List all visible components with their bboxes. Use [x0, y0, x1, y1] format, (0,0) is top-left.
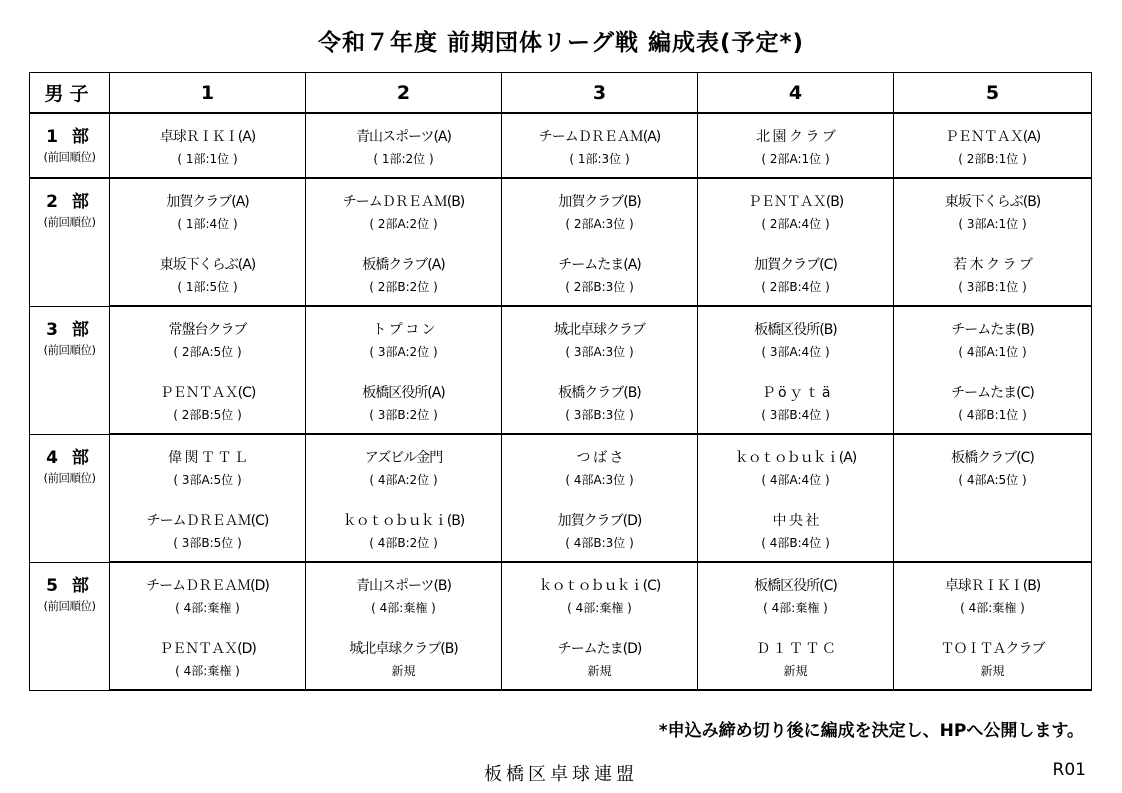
team-name: 青山スポーツ(B)	[356, 577, 451, 594]
team-cell	[894, 370, 1092, 434]
previous-rank: ( 2部A:4位 )	[761, 216, 830, 231]
team-cell	[894, 498, 1092, 562]
team-name: 偉 関 Ｔ Ｔ Ｌ	[168, 449, 247, 466]
team-name: ト プ コ ン	[372, 321, 435, 338]
league-body	[30, 113, 1092, 690]
team-cell	[110, 178, 306, 242]
team-cell	[110, 434, 306, 498]
team-name: 板橋クラブ(C)	[951, 449, 1034, 466]
header-col-3: 3	[502, 73, 698, 114]
division-row	[30, 113, 1092, 178]
division-label	[30, 113, 110, 178]
team-name: 若 木 ク ラ ブ	[953, 256, 1032, 273]
division-row	[30, 242, 1092, 306]
team-cell	[502, 242, 698, 306]
previous-rank: ( 2部B:2位 )	[369, 279, 438, 294]
team-cell	[698, 242, 894, 306]
division-subtitle: (前回順位)	[43, 470, 96, 485]
division-row	[30, 306, 1092, 370]
team-cell	[110, 498, 306, 562]
previous-rank: ( 4部A:3位 )	[565, 472, 634, 487]
team-cell	[698, 306, 894, 370]
team-name: 東坂下くらぶ(B)	[944, 193, 1041, 210]
previous-rank: ( 2部B:3位 )	[565, 279, 634, 294]
previous-rank: ( 3部B:4位 )	[761, 407, 830, 422]
page-title: 令和７年度 前期団体リーグ戦 編成表(予定*)	[317, 30, 805, 56]
previous-rank: ( 1部:5位 )	[177, 279, 238, 294]
division-row	[30, 434, 1092, 498]
previous-rank: ( 1部:2位 )	[373, 151, 434, 166]
previous-rank: ( 4部B:3位 )	[565, 535, 634, 550]
division-subtitle: (前回順位)	[43, 215, 96, 229]
division-name: 1 部	[46, 127, 93, 147]
team-name: チームたま(A)	[558, 256, 641, 273]
division-label	[30, 434, 110, 562]
team-cell	[894, 626, 1092, 690]
team-cell	[894, 306, 1092, 370]
team-name: チームＤＲＥＡＭ(A)	[538, 128, 661, 145]
division-name: 2 部	[46, 192, 93, 212]
team-cell	[110, 370, 306, 434]
previous-rank: ( 4部A:2位 )	[369, 472, 438, 487]
team-cell	[110, 306, 306, 370]
previous-rank: ( 4部B:4位 )	[761, 535, 830, 550]
header-col-4: 4	[698, 73, 894, 114]
previous-rank: ( 4部:棄権 )	[763, 600, 828, 615]
previous-rank: ( 1部:1位 )	[177, 151, 238, 166]
organization-name: 板橋区卓球連盟	[484, 764, 638, 785]
previous-rank: 新規	[980, 663, 1005, 678]
team-name: ｋｏｔｏｂｕｋｉ(A)	[734, 449, 857, 466]
team-name: つ ば さ	[576, 449, 623, 466]
header-col-2: 2	[306, 73, 502, 114]
previous-rank: ( 4部:棄権 )	[960, 600, 1025, 615]
previous-rank: ( 3部B:2位 )	[369, 407, 438, 422]
previous-rank: ( 3部A:1位 )	[958, 216, 1027, 231]
header-row	[30, 73, 1092, 114]
team-name: 加賀クラブ(D)	[557, 512, 642, 529]
team-cell	[306, 562, 502, 626]
team-cell	[698, 626, 894, 690]
previous-rank: ( 2部B:1位 )	[958, 151, 1027, 166]
team-name: チームＤＲＥＡＭ(D)	[146, 577, 269, 594]
previous-rank: ( 3部B:1位 )	[958, 279, 1027, 294]
team-cell	[306, 113, 502, 178]
previous-rank: ( 2部A:2位 )	[369, 216, 438, 231]
team-cell	[502, 113, 698, 178]
team-name: ＴＯＩＴＡクラブ	[940, 640, 1045, 657]
team-name: ＰＥＮＴＡＸ(A)	[944, 128, 1041, 145]
team-cell	[306, 434, 502, 498]
division-row	[30, 498, 1092, 562]
previous-rank: ( 2部A:5位 )	[173, 344, 242, 359]
previous-rank: ( 3部A:5位 )	[173, 472, 242, 487]
team-name: 卓球ＲＩＫＩ(A)	[159, 128, 256, 145]
team-name: 加賀クラブ(B)	[558, 193, 641, 210]
previous-rank: ( 4部A:4位 )	[761, 472, 830, 487]
team-cell	[306, 370, 502, 434]
team-cell	[894, 178, 1092, 242]
team-cell	[502, 498, 698, 562]
team-name: チームたま(D)	[557, 640, 642, 657]
team-name: 板橋クラブ(B)	[558, 384, 641, 401]
team-cell	[502, 434, 698, 498]
header-col-1: 1	[110, 73, 306, 114]
team-name: 板橋区役所(C)	[754, 577, 837, 594]
team-name: 卓球ＲＩＫＩ(B)	[944, 577, 1041, 594]
team-cell	[698, 178, 894, 242]
team-cell	[502, 370, 698, 434]
team-name: ｋｏｔｏｂｕｋｉ(B)	[342, 512, 465, 529]
division-name: 4 部	[46, 447, 93, 468]
previous-rank: ( 3部A:3位 )	[565, 344, 634, 359]
previous-rank: ( 4部A:5位 )	[958, 472, 1027, 487]
previous-rank: 新規	[391, 663, 416, 678]
team-cell	[698, 562, 894, 626]
previous-rank: ( 3部A:4位 )	[761, 344, 830, 359]
team-cell	[306, 498, 502, 562]
team-cell	[306, 306, 502, 370]
previous-rank: ( 4部:棄権 )	[567, 600, 632, 615]
team-name: チームＤＲＥＡＭ(C)	[146, 512, 269, 529]
team-name: 中 央 社	[772, 512, 819, 529]
team-name: 城北卓球クラブ	[554, 321, 645, 338]
previous-rank: ( 4部:棄権 )	[175, 663, 240, 678]
team-name: 板橋クラブ(A)	[362, 256, 445, 273]
previous-rank: 新規	[587, 663, 612, 678]
team-name: アズビル金門	[364, 449, 443, 466]
previous-rank: ( 4部B:2位 )	[369, 535, 438, 550]
team-name: チームたま(B)	[951, 321, 1034, 338]
division-name: 3 部	[46, 319, 93, 340]
team-name: チームＤＲＥＡＭ(B)	[342, 193, 465, 210]
division-subtitle: (前回順位)	[43, 598, 96, 613]
team-cell	[894, 434, 1092, 498]
team-name: 板橋区役所(B)	[754, 321, 837, 338]
team-name: Ｐ ö ｙ ｔ ä	[761, 384, 830, 401]
previous-rank: ( 4部A:1位 )	[958, 344, 1027, 359]
team-cell	[110, 562, 306, 626]
team-cell	[110, 626, 306, 690]
team-cell	[698, 434, 894, 498]
team-name: チームたま(C)	[951, 384, 1034, 401]
team-name: 加賀クラブ(C)	[754, 256, 837, 273]
division-label	[30, 178, 110, 306]
division-row	[30, 626, 1092, 690]
previous-rank: ( 3部B:3位 )	[565, 407, 634, 422]
team-name: 板橋区役所(A)	[362, 384, 445, 401]
team-cell	[502, 178, 698, 242]
team-cell	[306, 242, 502, 306]
header-corner: 男子	[30, 73, 110, 114]
footnote: *申込み締め切り後に編成を決定し、HPへ公開します。	[658, 721, 1084, 741]
team-cell	[110, 113, 306, 178]
division-label	[30, 562, 110, 690]
previous-rank: 新規	[783, 663, 808, 678]
previous-rank: ( 1部:3位 )	[569, 151, 630, 166]
division-row	[30, 178, 1092, 242]
division-row	[30, 562, 1092, 626]
header-col-5: 5	[894, 73, 1092, 114]
team-cell	[502, 626, 698, 690]
team-cell	[894, 113, 1092, 178]
previous-rank: ( 3部B:5位 )	[173, 535, 242, 550]
team-cell	[110, 242, 306, 306]
previous-rank: ( 4部:棄権 )	[175, 600, 240, 615]
team-cell	[698, 498, 894, 562]
team-cell	[698, 370, 894, 434]
team-cell	[698, 113, 894, 178]
team-cell	[502, 306, 698, 370]
previous-rank: ( 3部A:2位 )	[369, 344, 438, 359]
team-name: 常盤台クラブ	[168, 321, 247, 338]
division-name: 5 部	[46, 575, 93, 596]
league-table	[29, 72, 1092, 691]
team-name: ＰＥＮＴＡＸ(B)	[747, 193, 844, 210]
previous-rank: ( 2部B:4位 )	[761, 279, 830, 294]
team-cell	[306, 178, 502, 242]
team-cell	[306, 626, 502, 690]
division-subtitle: (前回順位)	[43, 342, 96, 357]
team-name: 青山スポーツ(A)	[356, 128, 451, 145]
team-name: ＰＥＮＴＡＸ(C)	[159, 384, 256, 401]
previous-rank: ( 2部A:3位 )	[565, 216, 634, 231]
previous-rank: ( 4部B:1位 )	[958, 407, 1027, 422]
team-name: 東坂下くらぶ(A)	[159, 256, 256, 273]
team-name: ＰＥＮＴＡＸ(D)	[159, 640, 256, 657]
previous-rank: ( 2部B:5位 )	[173, 407, 242, 422]
team-name: 加賀クラブ(A)	[166, 193, 249, 210]
team-cell	[502, 562, 698, 626]
previous-rank: ( 2部A:1位 )	[761, 151, 830, 166]
team-name: ｋｏｔｏｂｕｋｉ(C)	[538, 577, 661, 594]
team-cell	[894, 562, 1092, 626]
team-name: Ｄ １ Ｔ Ｔ Ｃ	[756, 640, 835, 657]
division-label	[30, 306, 110, 434]
division-subtitle: (前回順位)	[43, 150, 96, 164]
team-cell	[894, 242, 1092, 306]
previous-rank: ( 4部:棄権 )	[371, 600, 436, 615]
team-name: 北 園 ク ラ ブ	[756, 128, 835, 145]
team-name: 城北卓球クラブ(B)	[349, 640, 458, 657]
document-code: R01	[1052, 760, 1086, 780]
division-row	[30, 370, 1092, 434]
previous-rank: ( 1部:4位 )	[177, 216, 238, 231]
